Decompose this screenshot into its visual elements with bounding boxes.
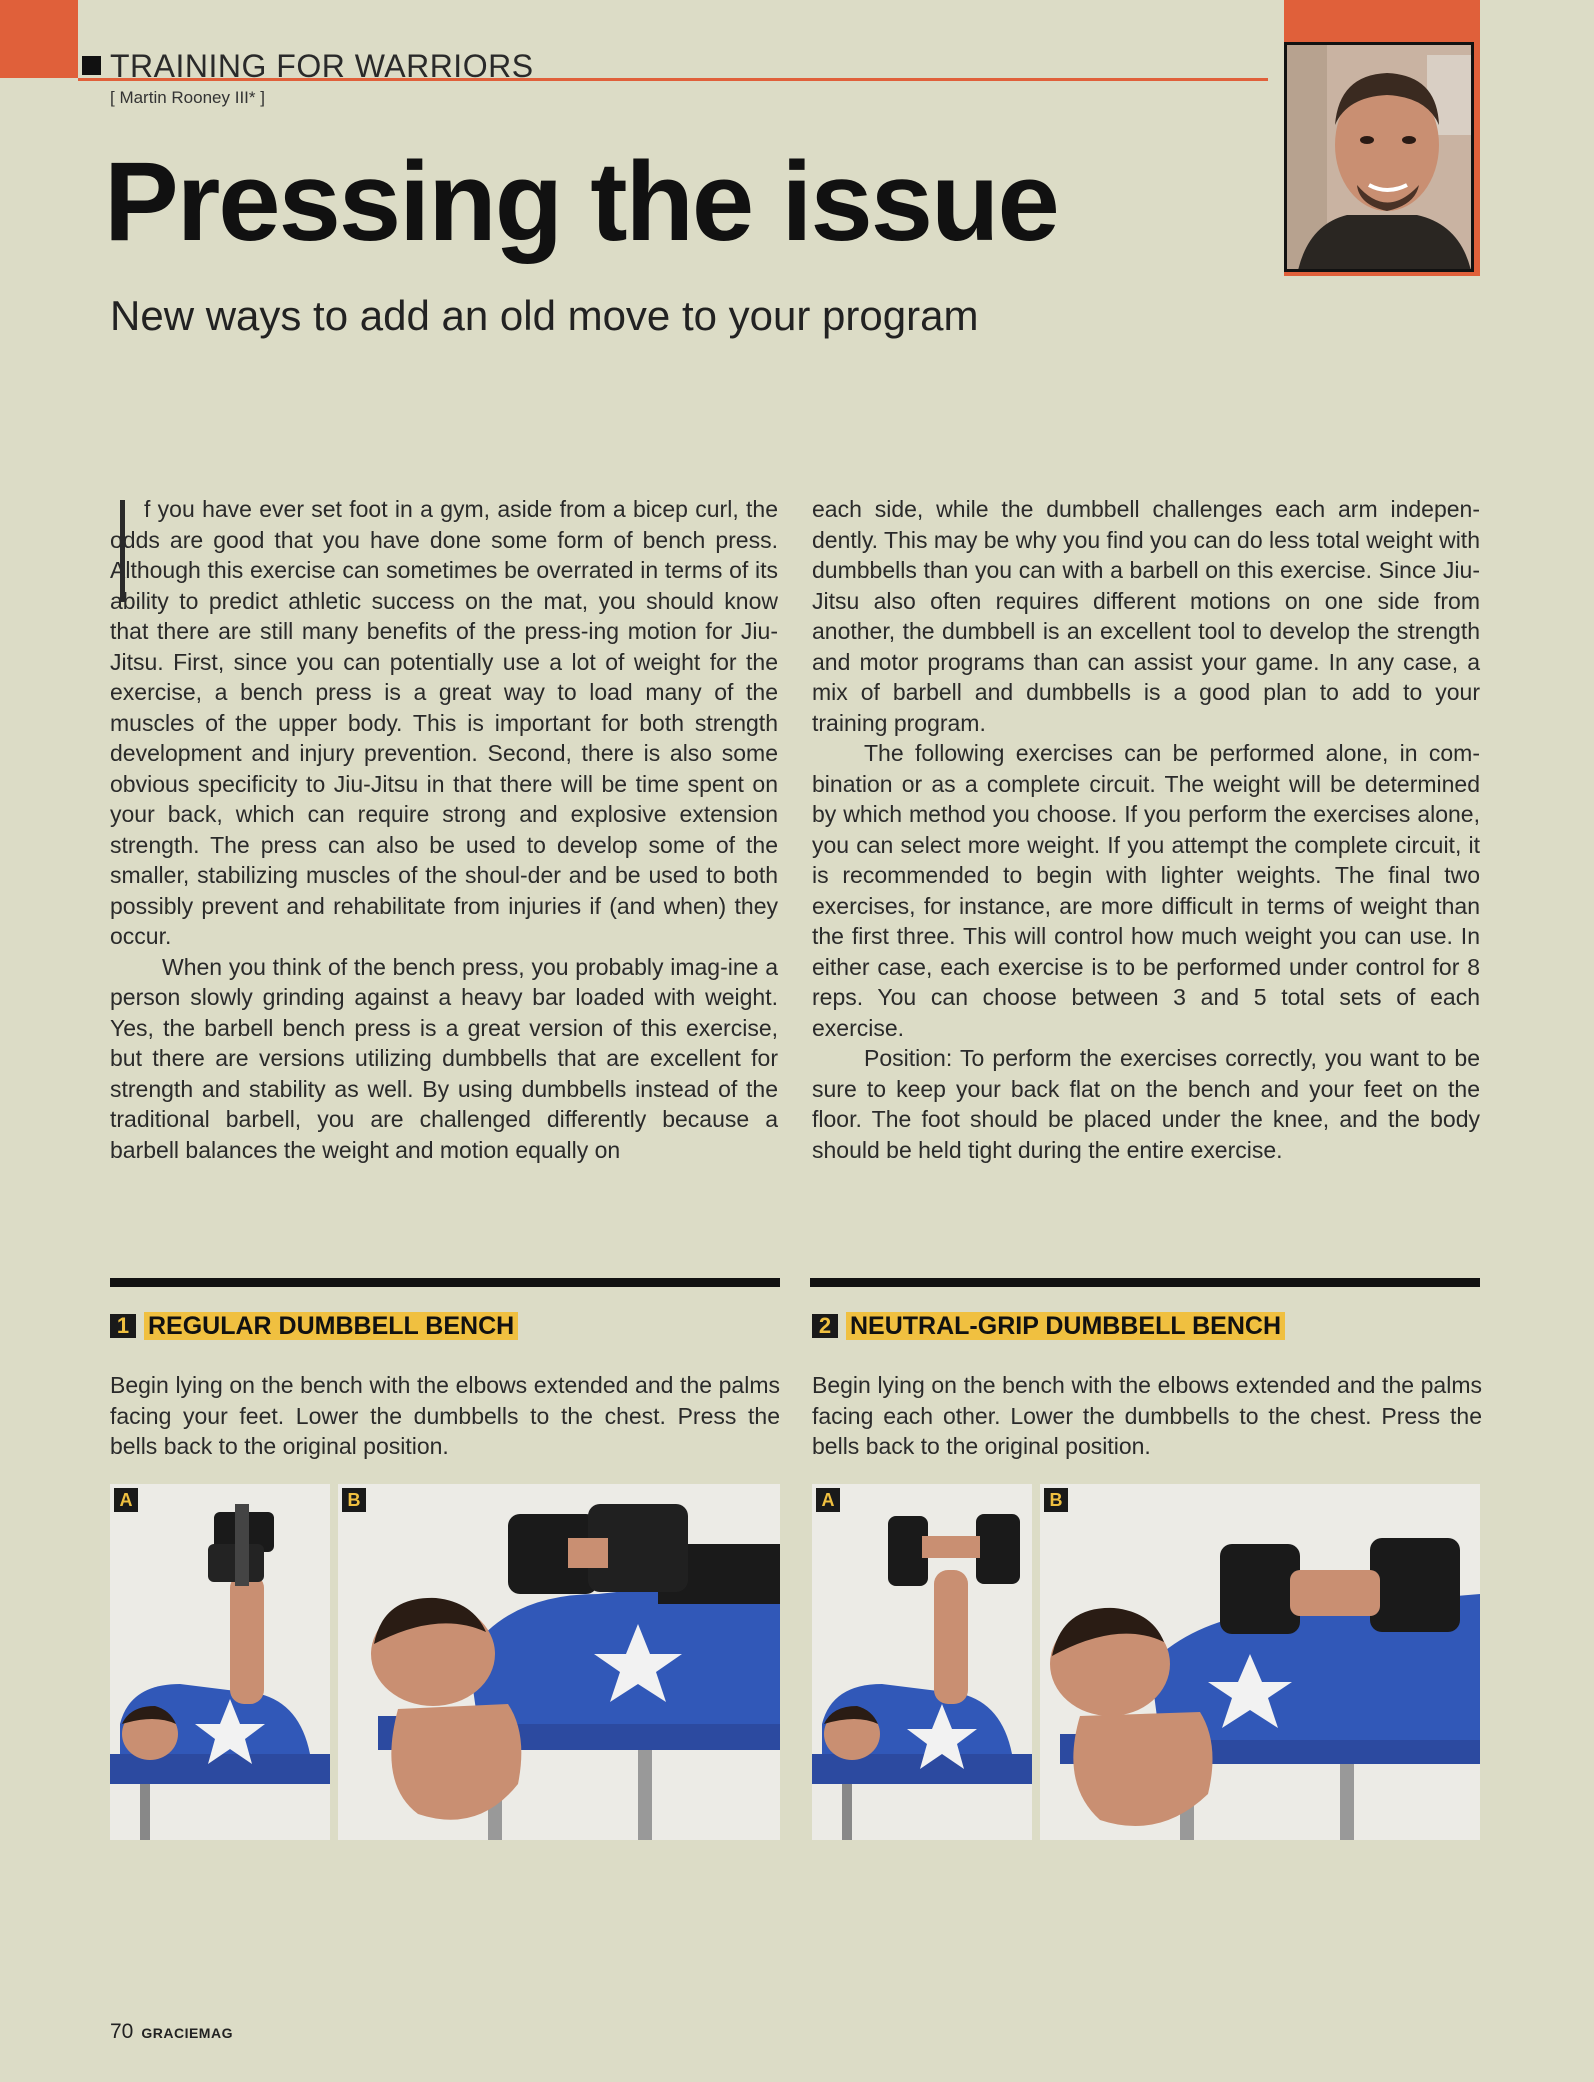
exercise-2-title: NEUTRAL-GRIP DUMBBELL BENCH — [846, 1312, 1285, 1340]
exercise-2-rule — [810, 1278, 1480, 1287]
exercise-1-photo-a — [110, 1484, 330, 1840]
page-footer — [110, 2020, 233, 2044]
corner-accent-block — [0, 0, 78, 78]
section-label: TRAINING FOR WARRIORS — [110, 48, 534, 84]
exercise-2-photo-a-label: A — [816, 1488, 840, 1512]
byline: [ Martin Rooney III* ] — [110, 88, 265, 107]
article-paragraph-5: Position: To perform the exercises correctly, you want to be sure to keep your back flat on the bench and your feet on the floor. The foot should be placed under the knee, and the body should be held tight during the entire exercise. — [812, 1045, 1480, 1163]
author-photo — [1284, 42, 1480, 276]
exercise-1-description: Begin lying on the bench with the elbows extended and the palms facing your feet. Lower the dumbbells to the chest. Press the bells back to the original position. — [110, 1372, 780, 1459]
exercise-1-photo-b-label: B — [342, 1488, 366, 1512]
exercise-2-photo-a-image — [812, 1484, 1032, 1840]
page-number: 70 — [110, 2020, 134, 2043]
exercise-2-heading — [812, 1312, 1285, 1340]
exercise-1-photo-a-label: A — [114, 1488, 138, 1512]
magazine-name: GRACIEMAG — [141, 2025, 233, 2041]
exercise-2-photo-b — [1040, 1484, 1480, 1840]
article-paragraph-4: The following exercises can be performed alone, in com-bination or as a complete circuit. The weight will be determined by which method you choose. If you perform the exercises alone, you can select more weight. If you attempt the complete circuit, it is recommended to begin with lighter weights. The final two exercises, for instance, are more difficult in terms of weight than the first three. This will control how much weight you can use. In either case, each exercise is to be performed under control for 8 reps. You can choose between 3 and 5 total sets of each exercise. — [812, 740, 1480, 1041]
exercise-1-number: 1 — [110, 1314, 136, 1338]
exercise-1-photo-b — [338, 1484, 780, 1840]
exercise-2-number: 2 — [812, 1314, 838, 1338]
exercise-2-photo-a — [812, 1484, 1032, 1840]
article-column-right — [812, 494, 1480, 1165]
section-marker-icon — [82, 56, 101, 75]
exercise-1-photo-a-image — [110, 1484, 330, 1840]
exercise-2-photo-b-label: B — [1044, 1488, 1068, 1512]
article-column-left — [110, 494, 778, 1165]
exercise-2-photo-b-image — [1040, 1484, 1480, 1840]
author-portrait-image — [1287, 45, 1474, 272]
article-paragraph-2: When you think of the bench press, you probably imag-ine a person slowly grinding against a heavy bar loaded with weight. Yes, the barbell bench press is a great version of this exercise, but there are versions utilizing dumbbells that are excellent for strength and stability as well. By using dumbbells instead of the traditional barbell, you are challenged differently because a barbell balances the weight and motion equally on — [110, 953, 778, 1163]
page-title: Pressing the issue — [104, 139, 1058, 264]
exercise-1-title: REGULAR DUMBBELL BENCH — [144, 1312, 518, 1340]
exercise-2-description: Begin lying on the bench with the elbows extended and the palms facing each other. Lower the dumbbells to the chest. Press the bells back to the original position. — [812, 1372, 1482, 1459]
page-subtitle: New ways to add an old move to your program — [110, 292, 979, 339]
exercise-1-rule — [110, 1278, 780, 1287]
exercise-1-photo-b-image — [338, 1484, 780, 1840]
article-paragraph-3: each side, while the dumbbell challenges each arm indepen-dently. This may be why you find you can do less total weight with dumbbells than you can with a barbell on this exercise. Since Jiu-Jitsu also often requires different motions on one side from another, the dumbbell is an excellent tool to develop the strength and motor programs than can assist your game. In any case, a mix of barbell and dumbbells is a good plan to add to your training program. — [812, 496, 1480, 736]
author-photo-frame — [1284, 42, 1474, 272]
exercise-1-heading — [110, 1312, 518, 1340]
author-photo-accent — [1284, 0, 1480, 42]
article-paragraph-1: f you have ever set foot in a gym, aside from a bicep curl, the odds are good that you have done some form of bench press. Although this exercise can sometimes be overrated in terms of its ability to predict athletic success on the mat, you should know that there are still many benefits of the press-ing motion for Jiu-Jitsu. First, since you can potentially use a lot of weight for the exercise, a bench press is a great way to load many of the muscles of the upper body. This is important for both strength development and injury prevention. Second, there is also some obvious specificity to Jiu-Jitsu in that there will be time spent on your back, which can require strong and explosive extension strength. The press can also be used to develop some of the smaller, stabilizing muscles of the shoul-der and be used to both possibly prevent and rehabilitate from injuries if (and when) they occur. — [110, 496, 778, 949]
